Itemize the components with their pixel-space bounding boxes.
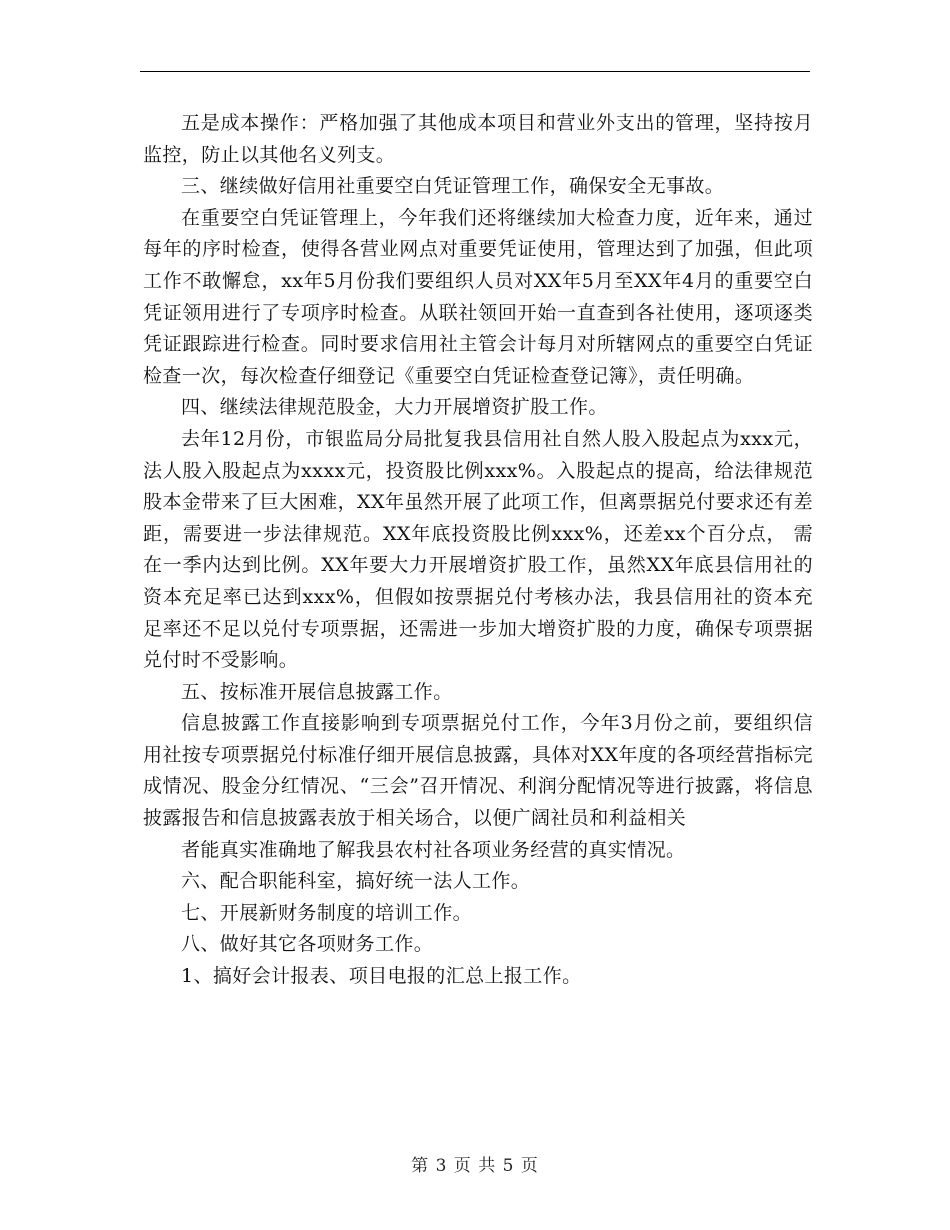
document-body [143,108,813,993]
section-heading: 七、开展新财务制度的培训工作。 [181,901,473,924]
paragraph: 信息披露工作直接影响到专项票据兑付工作，今年3月份之前，要组织信用社按专项票据兑付标准仔细开展信息披露，具体对XX年度的各项经营指标完成情况、股金分红情况、“三会”召开情况、利润分配情况等进行披露，将信息披露报告和信息披露表放于相关场合，以便广阔社员和利益相关 [143,712,813,830]
paragraph: 五是成本操作：严格加强了其他成本项目和营业外支出的管理，坚持按月监控，防止以其他名义列支。 [143,112,813,166]
list-item: 1、搞好会计报表、项目电报的汇总上报工作。 [181,965,582,988]
section-heading: 五、按标准开展信息披露工作。 [181,680,453,703]
page-number-footer: 第 3 页 共 5 页 [411,1156,539,1176]
section-heading: 四、继续法律规范股金，大力开展增资扩股工作。 [181,396,608,419]
section-heading: 三、继续做好信用社重要空白凭证管理工作，确保安全无事故。 [181,175,725,198]
header-rule [140,71,810,72]
paragraph: 者能真实准确地了解我县农村社各项业务经营的真实情况。 [181,838,686,861]
paragraph: 去年12月份，市银监局分局批复我县信用社自然人股入股起点为xxx元，法人股入股起点为xxxx元，投资股比例xxx%。入股起点的提高，给法律规范股本金带来了巨大困难，XX年虽然开展了此项工作，但离票据兑付要求还有差距，需要进一步法律规范。XX年底投资股比例xxx%，还差xx个百分点， 需在一季内达到比例。XX年要大力开展增资扩股工作，虽然XX年底县信用社的资本充足率已达到xxx%，但假如按票据兑付考核办法，我县信用社的资本充足率还不足以兑付专项票据，还需进一步加大增资扩股的力度，确保专项票据兑付时不受影响。 [143,427,813,672]
paragraph: 在重要空白凭证管理上，今年我们还将继续加大检查力度，近年来，通过每年的序时检查，使得各营业网点对重要凭证使用，管理达到了加强，但此项工作不敢懈怠，xx年5月份我们要组织人员对XX年5月至XX年4月的重要空白凭证领用进行了专项序时检查。从联社领回开始一直查到各社使用，逐项逐类凭证跟踪进行检查。同时要求信用社主管会计每月对所辖网点的重要空白凭证检查一次，每次检查仔细登记《重要空白凭证检查登记簿》，责任明确。 [143,206,813,387]
section-heading: 八、做好其它各项财务工作。 [181,933,434,956]
section-heading: 六、配合职能科室，搞好统一法人工作。 [181,870,531,893]
